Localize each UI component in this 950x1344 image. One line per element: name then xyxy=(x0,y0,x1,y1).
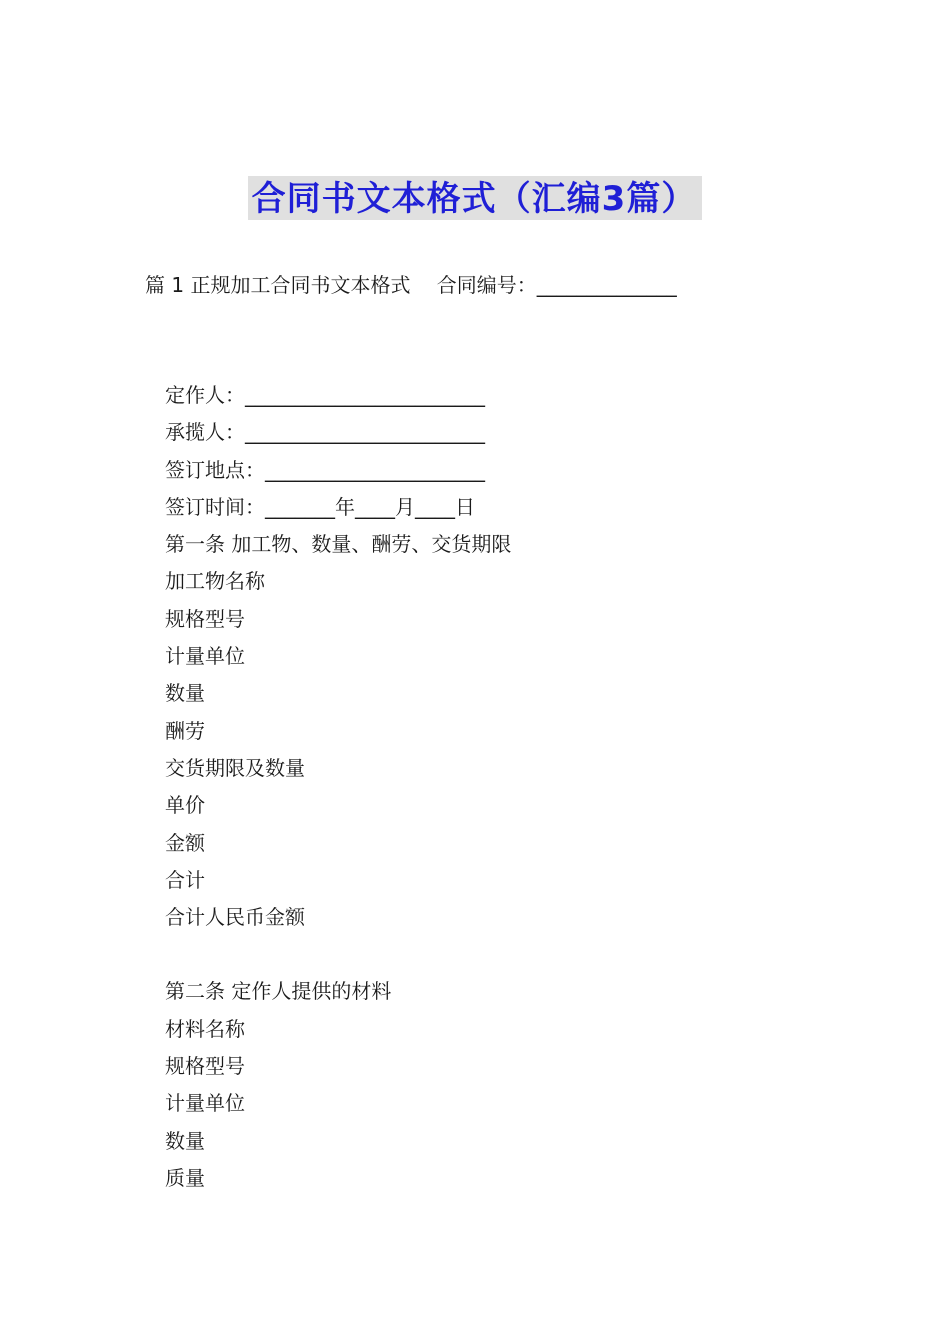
section1-item: 合计 xyxy=(165,867,205,892)
field-signing-date: 签订时间：_______年____月____日 xyxy=(165,494,475,519)
field-signing-place: 签订地点：______________________ xyxy=(165,457,485,482)
section1-item: 计量单位 xyxy=(165,644,245,669)
section2-item: 数量 xyxy=(165,1128,205,1153)
section1-item: 合计人民币金额 xyxy=(165,905,305,930)
section1-item: 单价 xyxy=(165,793,205,818)
field-ordering-party: 定作人：________________________ xyxy=(165,383,485,407)
section1-item: 交货期限及数量 xyxy=(165,755,305,780)
section1-item: 金额 xyxy=(165,830,205,855)
section2-item: 材料名称 xyxy=(165,1016,245,1041)
paragraph-gap xyxy=(165,937,511,974)
section2-item: 规格型号 xyxy=(165,1054,245,1079)
title-container xyxy=(0,176,950,220)
section1-item: 规格型号 xyxy=(165,606,245,631)
document-subtitle: 篇 1 正规加工合同书文本格式 合同编号：______________ xyxy=(145,273,677,297)
section1-item: 加工物名称 xyxy=(165,569,265,594)
section1-heading: 第一条 加工物、数量、酬劳、交货期限 xyxy=(165,532,512,557)
document-body xyxy=(165,378,511,1198)
section2-item: 计量单位 xyxy=(165,1091,245,1116)
section1-item: 酬劳 xyxy=(165,718,205,743)
section1-item: 数量 xyxy=(165,681,205,706)
field-contractor: 承揽人：________________________ xyxy=(165,420,485,445)
document-title: 合同书文本格式（汇编3篇） xyxy=(248,176,703,220)
section2-heading: 第二条 定作人提供的材料 xyxy=(165,979,392,1004)
section2-item: 质量 xyxy=(165,1165,205,1190)
